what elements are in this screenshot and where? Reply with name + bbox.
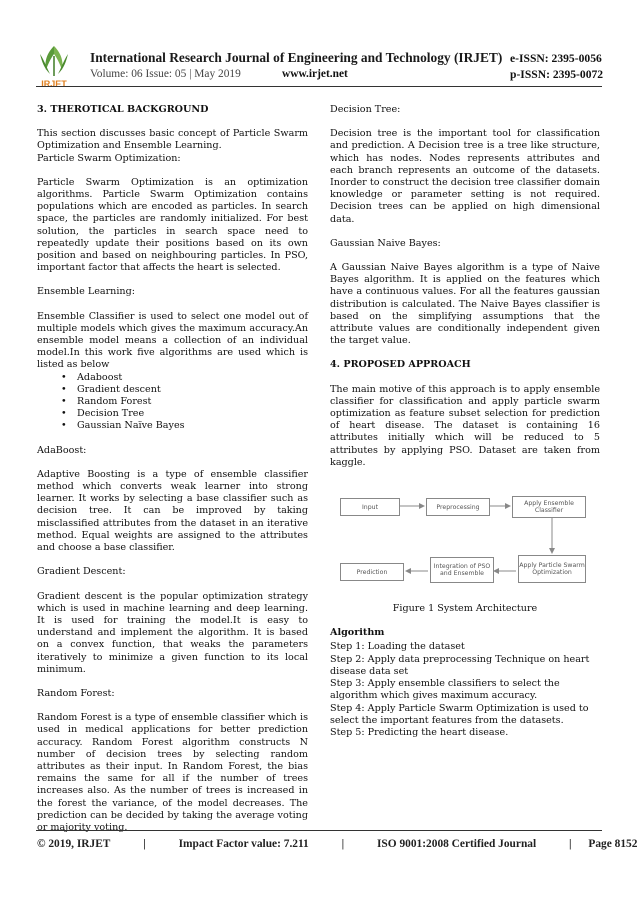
list-item: • Gaussian Naïve Bayes [37,420,308,432]
pso-subheading: Particle Swarm Optimization: [37,152,181,164]
footer-separator: | [341,838,345,850]
list-item: • Random Forest [37,396,308,408]
paragraph: A Gaussian Naive Bayes algorithm is a type of Naive Bayes algorithm. It is applied on the features which have a continuous values. For all the features gaussian distribution is calculated. The Naive Bayes classifier is based on the simplifying assumptions that the attribute values are conditionally independent given the target value. [330,262,600,347]
paragraph: The main motive of this approach is to apply ensemble classifier for classification and apply particle swarm optimization as feature subset selection for prediction of heart disease. The dataset is containing 16 attributes initially which will be reduced to 5 attributes by applying PSO. Dataset are taken from kaggle. [330,383,600,468]
paragraph: Particle Swarm Optimization is an optimization algorithms. Particle Swarm Optimization contains populations which are encoded as particles. In search space, the particles are randomly initialized. For best solution, the particles in search space need to repeatedly update their positions based on its own position and based on neighbouring particles. In PSO, important factor that affects the heart is selected. [37,176,308,274]
apply-pso-box: Apply Particle Swarm Optimization [518,555,586,583]
paragraph: Decision tree is the important tool for classification and prediction. A Decision tree is a tree like structure, which has nodes. Nodes represents attributes and each branch represents an outcome of the datasets. Inorder to construct the decision tree classifier domain knowledge or parameter setting is not required. Decision trees can be applied on high dimensional data. [330,128,600,225]
list-item: • Gradient descent [37,384,308,396]
system-architecture-diagram [330,481,600,581]
right-column [330,104,600,739]
logo-text: IRJET [41,79,67,89]
volume-issue: Volume: 06 Issue: 05 | May 2019 [90,68,241,80]
paragraph: Random Forest is a type of ensemble classifier which is used in medical applications for better prediction accuracy. Random Forest algorithm constructs N number of decision trees by selecting random attributes as their input. In Random Forest, the bias remains the same for all if the number of trees increases also. As the number of trees is increased in the forest the variance, of the model decreases. The prediction can be decided by taking the average voting or majority voting. [37,712,308,833]
section-4-heading: 4. PROPOSED APPROACH [330,359,471,371]
algorithm-step: Step 5: Predicting the heart disease. [330,726,509,738]
footer-separator: | [143,838,146,850]
algorithm-step: Step 3: Apply ensemble classifiers to select the algorithm which gives maximum accuracy. [330,678,560,702]
algorithm-heading: Algorithm [330,627,385,639]
journal-title: International Research Journal of Engineering and Technology (IRJET) [90,50,503,65]
preprocessing-box: Preprocessing [426,498,490,516]
header-rule [36,86,602,87]
integration-box: Integration of PSO and Ensemble [430,557,494,583]
paragraph: This section discusses basic concept of Particle Swarm Optimization and Ensemble Learning. [37,128,308,152]
paragraph: Gradient descent is the popular optimization strategy which is used in machine learning and deep learning. It is used for training the model.It is easy to understand and implement the algorithm. It is based on a convex function, that weaks the parameters iteratively to minimize a given function to its local minimum. [37,590,308,675]
website: www.irjet.net [282,68,348,80]
list-item: • Decision Tree [37,408,308,420]
algorithm-step: Step 1: Loading the dataset [330,641,465,653]
copyright: © 2019, IRJET [37,838,111,850]
algorithm-list [37,372,308,433]
pissn: p-ISSN: 2395-0072 [510,68,604,81]
algorithm-step: Step 4: Apply Particle Swarm Optimization is used to select the important features from the datasets. [330,702,589,726]
section-3-heading: 3. THEROTICAL BACKGROUND [37,104,209,115]
apply-ensemble-box: Apply Ensemble Classifier [512,496,586,518]
page-header [0,0,638,92]
adaboost-subheading: AdaBoost: [37,444,87,456]
left-column [37,104,308,846]
gradient-descent-subheading: Gradient Descent: [37,566,126,578]
ensemble-subheading: Ensemble Learning: [37,286,135,298]
eissn: e-ISSN: 2395-0056 [510,52,602,65]
prediction-box: Prediction [340,563,404,581]
impact-factor: Impact Factor value: 7.211 [178,838,309,850]
irjet-logo [34,44,74,90]
page-number: Page 8152 [588,838,638,850]
footer-rule [36,830,602,831]
gaussian-nb-subheading: Gaussian Naive Bayes: [330,237,441,249]
list-item: • Adaboost [37,372,308,384]
random-forest-subheading: Random Forest: [37,687,115,699]
footer-separator: | [569,838,572,850]
paragraph: Adaptive Boosting is a type of ensemble classifier method which converts weak learner into strong learner. It works by selecting a base classifier such as decision tree. It can be improved by taking misclassified attributes from the dataset in an iterative method. Equal weights are assigned to the attributes and choose a base classifier. [37,468,308,554]
figure-caption: Figure 1 System Architecture [392,603,538,615]
page-footer [37,838,638,850]
paragraph: Ensemble Classifier is used to select one model out of multiple models which gives the maximum accuracy.An ensemble model means a collection of an individual model.In this work five algorithms are used which is listed as below [37,310,308,371]
decision-tree-subheading: Decision Tree: [330,104,401,115]
algorithm-steps [330,641,600,739]
iso-certification: ISO 9001:2008 Certified Journal [377,838,537,850]
algorithm-step: Step 2: Apply data preprocessing Technique on heart disease data set [330,653,590,677]
input-box: Input [340,498,400,516]
